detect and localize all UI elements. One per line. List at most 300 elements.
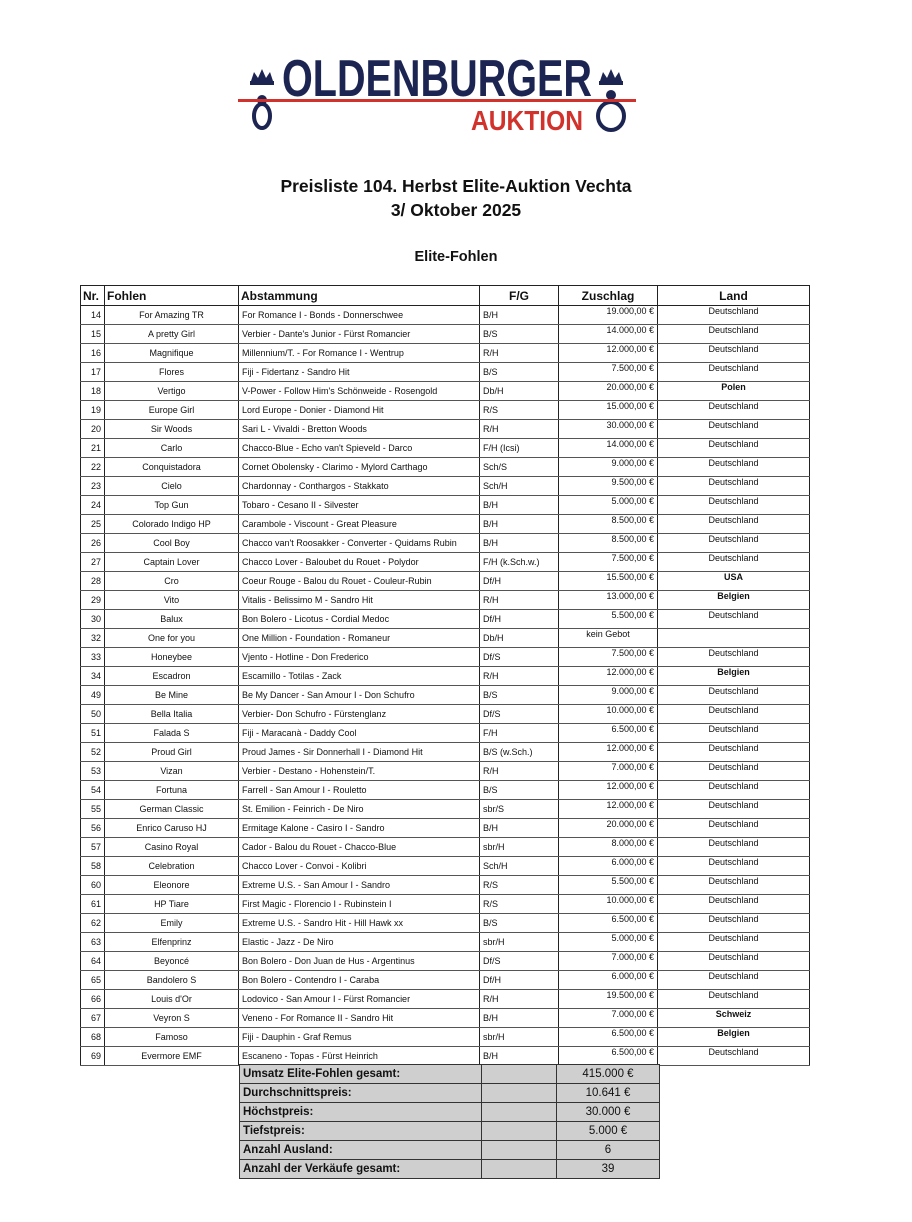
cell-fohlen: Conquistadora — [105, 458, 239, 477]
cell-fohlen: Colorado Indigo HP — [105, 515, 239, 534]
cell-zuschlag: 14.000,00 € — [559, 439, 658, 458]
cell-land: Belgien — [658, 591, 810, 610]
cell-fohlen: Top Gun — [105, 496, 239, 515]
table-row — [81, 648, 810, 667]
cell-zuschlag: 8.000,00 € — [559, 838, 658, 857]
cell-abstammung: Lodovico - San Amour I - Fürst Romancier — [239, 990, 480, 1009]
cell-fohlen: Carlo — [105, 439, 239, 458]
cell-abstammung: Bon Bolero - Licotus - Cordial Medoc — [239, 610, 480, 629]
table-row — [81, 382, 810, 401]
cell-land: Deutschland — [658, 458, 810, 477]
cell-zuschlag: 12.000,00 € — [559, 667, 658, 686]
cell-zuschlag: 12.000,00 € — [559, 344, 658, 363]
cell-land: Deutschland — [658, 344, 810, 363]
cell-fg: R/H — [480, 344, 559, 363]
cell-abstammung: First Magic - Florencio I - Rubinstein I — [239, 895, 480, 914]
cell-abstammung: Verbier - Dante's Junior - Fürst Romancier — [239, 325, 480, 344]
summary-spacer — [482, 1065, 557, 1084]
cell-land: Deutschland — [658, 1047, 810, 1066]
cell-abstammung: Bon Bolero - Contendro I - Caraba — [239, 971, 480, 990]
summary-row — [240, 1122, 660, 1141]
cell-fg: B/H — [480, 496, 559, 515]
table-row — [81, 857, 810, 876]
summary-table — [239, 1064, 660, 1179]
cell-fohlen: Captain Lover — [105, 553, 239, 572]
cell-nr: 56 — [81, 819, 105, 838]
cell-abstammung: Fiji - Dauphin - Graf Remus — [239, 1028, 480, 1047]
cell-abstammung: Chacco Lover - Convoi - Kolibri — [239, 857, 480, 876]
table-row — [81, 876, 810, 895]
cell-nr: 29 — [81, 591, 105, 610]
header-fg: F/G — [480, 286, 559, 306]
cell-zuschlag: 6.500,00 € — [559, 1047, 658, 1066]
cell-abstammung: Coeur Rouge - Balou du Rouet - Couleur-Rubin — [239, 572, 480, 591]
cell-nr: 57 — [81, 838, 105, 857]
cell-land — [658, 629, 810, 648]
cell-fg: R/H — [480, 990, 559, 1009]
cell-abstammung: Escaneno - Topas - Fürst Heinrich — [239, 1047, 480, 1066]
cell-abstammung: Verbier- Don Schufro - Fürstenglanz — [239, 705, 480, 724]
cell-fohlen: Bandolero S — [105, 971, 239, 990]
cell-nr: 28 — [81, 572, 105, 591]
cell-fohlen: Emily — [105, 914, 239, 933]
cell-fohlen: Eleonore — [105, 876, 239, 895]
cell-abstammung: Ermitage Kalone - Casiro I - Sandro — [239, 819, 480, 838]
table-row — [81, 344, 810, 363]
cell-nr: 27 — [81, 553, 105, 572]
cell-fg: R/S — [480, 895, 559, 914]
table-row — [81, 667, 810, 686]
table-row — [81, 1009, 810, 1028]
cell-fohlen: Veyron S — [105, 1009, 239, 1028]
cell-fg: sbr/S — [480, 800, 559, 819]
cell-zuschlag: 5.000,00 € — [559, 933, 658, 952]
cell-fohlen: Louis d'Or — [105, 990, 239, 1009]
cell-zuschlag: 7.000,00 € — [559, 1009, 658, 1028]
document-date: 3/ Oktober 2025 — [390, 200, 522, 220]
summary-spacer — [482, 1122, 557, 1141]
cell-zuschlag: 6.000,00 € — [559, 971, 658, 990]
cell-nr: 68 — [81, 1028, 105, 1047]
cell-fohlen: Bella Italia — [105, 705, 239, 724]
cell-fohlen: Fortuna — [105, 781, 239, 800]
cell-land: USA — [658, 572, 810, 591]
cell-fg: R/S — [480, 401, 559, 420]
cell-land: Deutschland — [658, 325, 810, 344]
cell-fg: Df/H — [480, 572, 559, 591]
cell-fg: Df/S — [480, 648, 559, 667]
cell-zuschlag: 5.000,00 € — [559, 496, 658, 515]
table-row — [81, 895, 810, 914]
summary-value: 415.000 € — [557, 1065, 660, 1084]
cell-fg: Sch/H — [480, 857, 559, 876]
summary-label: Höchstpreis: — [240, 1103, 482, 1122]
summary-row — [240, 1141, 660, 1160]
table-row — [81, 971, 810, 990]
cell-land: Deutschland — [658, 534, 810, 553]
cell-fohlen: A pretty Girl — [105, 325, 239, 344]
summary-label: Umsatz Elite-Fohlen gesamt: — [240, 1065, 482, 1084]
cell-zuschlag: 30.000,00 € — [559, 420, 658, 439]
cell-zuschlag: 6.000,00 € — [559, 857, 658, 876]
cell-zuschlag: 5.500,00 € — [559, 610, 658, 629]
summary-row — [240, 1103, 660, 1122]
cell-land: Deutschland — [658, 781, 810, 800]
summary-label: Anzahl Ausland: — [240, 1141, 482, 1160]
cell-fg: B/S — [480, 363, 559, 382]
cell-abstammung: Chardonnay - Conthargos - Stakkato — [239, 477, 480, 496]
cell-fohlen: Cielo — [105, 477, 239, 496]
cell-fg: R/H — [480, 667, 559, 686]
cell-abstammung: Escamillo - Totilas - Zack — [239, 667, 480, 686]
cell-land: Deutschland — [658, 971, 810, 990]
table-row — [81, 914, 810, 933]
cell-abstammung: Fiji - Fidertanz - Sandro Hit — [239, 363, 480, 382]
cell-abstammung: Millennium/T. - For Romance I - Wentrup — [239, 344, 480, 363]
cell-abstammung: Lord Europe - Donier - Diamond Hit — [239, 401, 480, 420]
cell-nr: 15 — [81, 325, 105, 344]
cell-fohlen: Cool Boy — [105, 534, 239, 553]
cell-fg: F/H (Icsi) — [480, 439, 559, 458]
cell-land: Deutschland — [658, 610, 810, 629]
cell-land: Deutschland — [658, 933, 810, 952]
cell-nr: 21 — [81, 439, 105, 458]
table-row — [81, 363, 810, 382]
cell-fg: B/H — [480, 306, 559, 325]
table-row — [81, 724, 810, 743]
cell-nr: 25 — [81, 515, 105, 534]
cell-fg: sbr/H — [480, 933, 559, 952]
cell-nr: 23 — [81, 477, 105, 496]
summary-label: Durchschnittspreis: — [240, 1084, 482, 1103]
cell-land: Deutschland — [658, 306, 810, 325]
cell-fohlen: Be Mine — [105, 686, 239, 705]
cell-nr: 55 — [81, 800, 105, 819]
cell-land: Polen — [658, 382, 810, 401]
cell-fg: B/S (w.Sch.) — [480, 743, 559, 762]
cell-fg: F/H — [480, 724, 559, 743]
cell-land: Deutschland — [658, 724, 810, 743]
cell-fohlen: Celebration — [105, 857, 239, 876]
cell-zuschlag: 12.000,00 € — [559, 743, 658, 762]
cell-nr: 58 — [81, 857, 105, 876]
section-title: Elite-Fohlen — [414, 249, 498, 265]
table-row — [81, 515, 810, 534]
cell-fg: Df/H — [480, 610, 559, 629]
table-row — [81, 743, 810, 762]
cell-nr: 62 — [81, 914, 105, 933]
cell-nr: 34 — [81, 667, 105, 686]
summary-spacer — [482, 1084, 557, 1103]
cell-fohlen: Elfenprinz — [105, 933, 239, 952]
cell-fg: R/H — [480, 591, 559, 610]
cell-fohlen: Europe Girl — [105, 401, 239, 420]
summary-row — [240, 1160, 660, 1179]
cell-fohlen: One for you — [105, 629, 239, 648]
table-row — [81, 800, 810, 819]
cell-abstammung: Fiji - Maracanà - Daddy Cool — [239, 724, 480, 743]
logo-brand-text: OLDENBURGER — [282, 50, 592, 108]
cell-zuschlag: kein Gebot — [559, 629, 658, 648]
oldenburger-auktion-logo — [238, 48, 636, 138]
table-row — [81, 477, 810, 496]
cell-nr: 61 — [81, 895, 105, 914]
cell-abstammung: St. Emilion - Feinrich - De Niro — [239, 800, 480, 819]
cell-abstammung: Tobaro - Cesano II - Silvester — [239, 496, 480, 515]
header-nr: Nr. — [81, 286, 105, 306]
cell-abstammung: Carambole - Viscount - Great Pleasure — [239, 515, 480, 534]
cell-zuschlag: 13.000,00 € — [559, 591, 658, 610]
table-row — [81, 990, 810, 1009]
table-header-row — [81, 286, 810, 306]
cell-zuschlag: 15.000,00 € — [559, 401, 658, 420]
cell-fg: B/H — [480, 534, 559, 553]
cell-abstammung: Proud James - Sir Donnerhall I - Diamond Hit — [239, 743, 480, 762]
cell-land: Deutschland — [658, 762, 810, 781]
cell-nr: 14 — [81, 306, 105, 325]
cell-nr: 17 — [81, 363, 105, 382]
cell-land: Deutschland — [658, 439, 810, 458]
cell-zuschlag: 9.000,00 € — [559, 686, 658, 705]
cell-fg: Df/S — [480, 952, 559, 971]
cell-zuschlag: 19.500,00 € — [559, 990, 658, 1009]
cell-nr: 50 — [81, 705, 105, 724]
cell-abstammung: Chacco van't Roosakker - Converter - Quidams Rubin — [239, 534, 480, 553]
cell-nr: 18 — [81, 382, 105, 401]
cell-nr: 33 — [81, 648, 105, 667]
cell-fohlen: Falada S — [105, 724, 239, 743]
table-row — [81, 781, 810, 800]
cell-land: Deutschland — [658, 914, 810, 933]
cell-land: Deutschland — [658, 838, 810, 857]
cell-fohlen: Casino Royal — [105, 838, 239, 857]
cell-zuschlag: 5.500,00 € — [559, 876, 658, 895]
summary-row — [240, 1065, 660, 1084]
cell-fg: Db/H — [480, 382, 559, 401]
cell-abstammung: Be My Dancer - San Amour I - Don Schufro — [239, 686, 480, 705]
summary-value: 5.000 € — [557, 1122, 660, 1141]
cell-fohlen: Enrico Caruso HJ — [105, 819, 239, 838]
cell-nr: 19 — [81, 401, 105, 420]
cell-zuschlag: 6.500,00 € — [559, 1028, 658, 1047]
cell-fg: Df/H — [480, 971, 559, 990]
cell-fohlen: Famoso — [105, 1028, 239, 1047]
cell-fg: B/S — [480, 686, 559, 705]
header-land: Land — [658, 286, 810, 306]
cell-fg: B/H — [480, 819, 559, 838]
cell-land: Deutschland — [658, 496, 810, 515]
table-row — [81, 401, 810, 420]
cell-abstammung: Sari L - Vivaldi - Bretton Woods — [239, 420, 480, 439]
summary-row — [240, 1084, 660, 1103]
cell-fg: B/H — [480, 1009, 559, 1028]
cell-fohlen: Honeybee — [105, 648, 239, 667]
cell-fg: Db/H — [480, 629, 559, 648]
table-row — [81, 838, 810, 857]
summary-value: 30.000 € — [557, 1103, 660, 1122]
cell-land: Deutschland — [658, 686, 810, 705]
cell-zuschlag: 15.500,00 € — [559, 572, 658, 591]
table-row — [81, 325, 810, 344]
table-row — [81, 629, 810, 648]
cell-nr: 20 — [81, 420, 105, 439]
cell-fg: B/S — [480, 914, 559, 933]
cell-fg: sbr/H — [480, 838, 559, 857]
cell-zuschlag: 9.500,00 € — [559, 477, 658, 496]
cell-abstammung: For Romance I - Bonds - Donnerschwee — [239, 306, 480, 325]
cell-fg: sbr/H — [480, 1028, 559, 1047]
cell-zuschlag: 12.000,00 € — [559, 800, 658, 819]
cell-abstammung: Cador - Balou du Rouet - Chacco-Blue — [239, 838, 480, 857]
cell-fohlen: Balux — [105, 610, 239, 629]
cell-land: Belgien — [658, 1028, 810, 1047]
cell-zuschlag: 7.500,00 € — [559, 363, 658, 382]
summary-spacer — [482, 1160, 557, 1179]
cell-land: Deutschland — [658, 819, 810, 838]
cell-fohlen: Vito — [105, 591, 239, 610]
cell-abstammung: Verbier - Destano - Hohenstein/T. — [239, 762, 480, 781]
table-row — [81, 933, 810, 952]
cell-fohlen: HP Tiare — [105, 895, 239, 914]
table-row — [81, 496, 810, 515]
cell-nr: 16 — [81, 344, 105, 363]
cell-land: Deutschland — [658, 876, 810, 895]
left-crown-icon — [250, 69, 274, 128]
table-row — [81, 591, 810, 610]
table-row — [81, 439, 810, 458]
cell-abstammung: V-Power - Follow Him's Schönweide - Rosengold — [239, 382, 480, 401]
cell-nr: 22 — [81, 458, 105, 477]
cell-nr: 49 — [81, 686, 105, 705]
table-row — [81, 819, 810, 838]
cell-abstammung: Chacco Lover - Baloubet du Rouet - Polydor — [239, 553, 480, 572]
cell-fg: B/H — [480, 515, 559, 534]
cell-fg: Sch/H — [480, 477, 559, 496]
cell-nr: 52 — [81, 743, 105, 762]
table-row — [81, 306, 810, 325]
cell-nr: 66 — [81, 990, 105, 1009]
cell-fohlen: Vertigo — [105, 382, 239, 401]
table-row — [81, 420, 810, 439]
cell-nr: 54 — [81, 781, 105, 800]
cell-zuschlag: 10.000,00 € — [559, 895, 658, 914]
cell-fohlen: Magnifique — [105, 344, 239, 363]
cell-fohlen: Beyoncé — [105, 952, 239, 971]
cell-fohlen: Flores — [105, 363, 239, 382]
cell-fg: B/H — [480, 1047, 559, 1066]
cell-zuschlag: 6.500,00 € — [559, 914, 658, 933]
cell-land: Deutschland — [658, 705, 810, 724]
cell-zuschlag: 7.500,00 € — [559, 648, 658, 667]
cell-zuschlag: 7.000,00 € — [559, 952, 658, 971]
cell-fohlen: For Amazing TR — [105, 306, 239, 325]
cell-nr: 63 — [81, 933, 105, 952]
cell-land: Deutschland — [658, 895, 810, 914]
cell-zuschlag: 20.000,00 € — [559, 382, 658, 401]
cell-fohlen: German Classic — [105, 800, 239, 819]
logo-sub-text: AUKTION — [471, 105, 583, 136]
cell-land: Deutschland — [658, 515, 810, 534]
cell-fohlen: Proud Girl — [105, 743, 239, 762]
cell-land: Belgien — [658, 667, 810, 686]
cell-land: Deutschland — [658, 420, 810, 439]
cell-nr: 26 — [81, 534, 105, 553]
cell-fg: Sch/S — [480, 458, 559, 477]
cell-abstammung: Vjento - Hotline - Don Frederico — [239, 648, 480, 667]
cell-land: Deutschland — [658, 952, 810, 971]
cell-zuschlag: 19.000,00 € — [559, 306, 658, 325]
cell-land: Deutschland — [658, 648, 810, 667]
table-row — [81, 686, 810, 705]
cell-fohlen: Escadron — [105, 667, 239, 686]
cell-abstammung: Farrell - San Amour I - Rouletto — [239, 781, 480, 800]
cell-land: Deutschland — [658, 363, 810, 382]
cell-zuschlag: 10.000,00 € — [559, 705, 658, 724]
cell-zuschlag: 6.500,00 € — [559, 724, 658, 743]
cell-fg: Df/S — [480, 705, 559, 724]
cell-land: Deutschland — [658, 857, 810, 876]
cell-zuschlag: 8.500,00 € — [559, 534, 658, 553]
cell-nr: 64 — [81, 952, 105, 971]
cell-fg: B/S — [480, 325, 559, 344]
cell-nr: 67 — [81, 1009, 105, 1028]
cell-nr: 60 — [81, 876, 105, 895]
cell-land: Deutschland — [658, 553, 810, 572]
summary-spacer — [482, 1141, 557, 1160]
cell-fohlen: Sir Woods — [105, 420, 239, 439]
cell-abstammung: Veneno - For Romance II - Sandro Hit — [239, 1009, 480, 1028]
summary-label: Anzahl der Verkäufe gesamt: — [240, 1160, 482, 1179]
header-fohlen: Fohlen — [105, 286, 239, 306]
cell-land: Deutschland — [658, 743, 810, 762]
cell-abstammung: Vitalis - Belissimo M - Sandro Hit — [239, 591, 480, 610]
table-row — [81, 610, 810, 629]
cell-abstammung: Cornet Obolensky - Clarimo - Mylord Carthago — [239, 458, 480, 477]
cell-zuschlag: 9.000,00 € — [559, 458, 658, 477]
cell-nr: 53 — [81, 762, 105, 781]
cell-nr: 65 — [81, 971, 105, 990]
table-row — [81, 762, 810, 781]
table-row — [81, 705, 810, 724]
cell-nr: 30 — [81, 610, 105, 629]
cell-land: Schweiz — [658, 1009, 810, 1028]
cell-fohlen: Evermore EMF — [105, 1047, 239, 1066]
cell-nr: 24 — [81, 496, 105, 515]
cell-fg: R/H — [480, 762, 559, 781]
cell-land: Deutschland — [658, 990, 810, 1009]
cell-fg: R/S — [480, 876, 559, 895]
table-row — [81, 952, 810, 971]
cell-land: Deutschland — [658, 477, 810, 496]
cell-zuschlag: 7.000,00 € — [559, 762, 658, 781]
table-row — [81, 572, 810, 591]
cell-zuschlag: 12.000,00 € — [559, 781, 658, 800]
table-row — [81, 534, 810, 553]
cell-abstammung: Bon Bolero - Don Juan de Hus - Argentinus — [239, 952, 480, 971]
cell-abstammung: Chacco-Blue - Echo van't Spieveld - Darco — [239, 439, 480, 458]
cell-fg: F/H (k.Sch.w.) — [480, 553, 559, 572]
cell-abstammung: One Million - Foundation - Romaneur — [239, 629, 480, 648]
cell-zuschlag: 20.000,00 € — [559, 819, 658, 838]
header-abstammung: Abstammung — [239, 286, 480, 306]
summary-spacer — [482, 1103, 557, 1122]
cell-nr: 51 — [81, 724, 105, 743]
cell-fg: R/H — [480, 420, 559, 439]
cell-fohlen: Cro — [105, 572, 239, 591]
cell-zuschlag: 7.500,00 € — [559, 553, 658, 572]
table-row — [81, 553, 810, 572]
summary-value: 39 — [557, 1160, 660, 1179]
